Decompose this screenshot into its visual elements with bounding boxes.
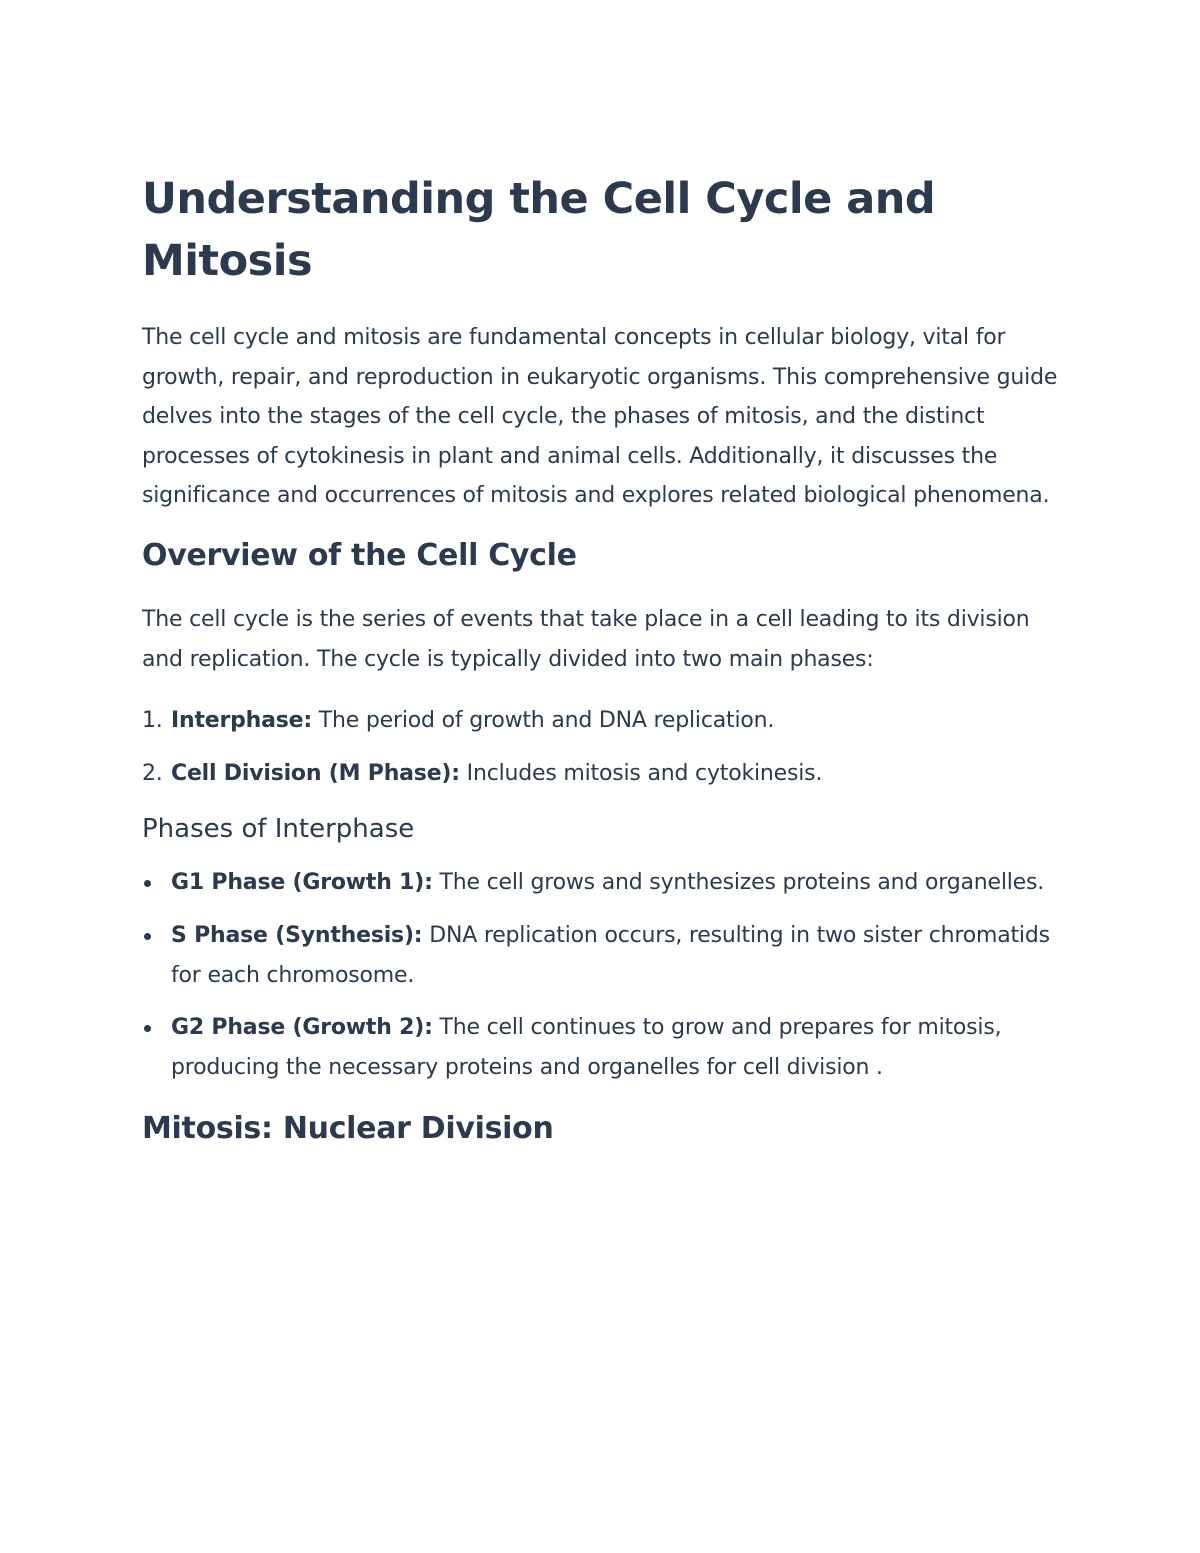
list-item-text: Includes mitosis and cytokinesis. [459, 760, 823, 786]
term-g1-phase: G1 Phase (Growth 1): [171, 870, 433, 896]
list-item-text: DNA replication occurs, resulting in two sister chromatids for each chromosome. [171, 922, 1050, 988]
list-item-text: The cell grows and synthesizes proteins and organelles. [432, 870, 1045, 896]
bullet-icon [144, 933, 151, 940]
bullet-icon [144, 1025, 151, 1032]
term-interphase: Interphase: [171, 708, 313, 734]
list-item [142, 754, 1062, 794]
document-page [142, 168, 1062, 1173]
term-g2-phase: G2 Phase (Growth 2): [171, 1015, 433, 1041]
overview-paragraph: The cell cycle is the series of events that take place in a cell leading to its division and replication. The cycle is typically divided into two main phases: [142, 606, 1030, 672]
list-item [142, 863, 1062, 903]
document-title: Understanding the Cell Cycle and Mitosis [142, 174, 936, 286]
list-item-text: The period of growth and DNA replication. [312, 708, 775, 734]
interphase-heading: Phases of Interphase [142, 814, 415, 845]
mitosis-heading: Mitosis: Nuclear Division [142, 1111, 554, 1147]
term-cell-division: Cell Division (M Phase): [171, 760, 460, 786]
list-item [142, 1008, 1062, 1087]
bullet-icon [144, 880, 151, 887]
list-item-text: The cell continues to grow and prepares for mitosis, producing the necessary proteins and organelles for cell division . [171, 1015, 1002, 1080]
cell-cycle-phases-list [142, 701, 1062, 793]
list-number: 2. [142, 760, 163, 786]
list-item [142, 701, 1062, 741]
interphase-list [142, 863, 1062, 1087]
term-s-phase: S Phase (Synthesis): [171, 922, 423, 948]
list-number: 1. [142, 708, 163, 734]
intro-paragraph: The cell cycle and mitosis are fundamental concepts in cellular biology, vital for growth, repair, and reproduction in eukaryotic organisms. This comprehensive guide delves into the stages of the cell cycle, the phases of mitosis, and the distinct processes of cytokinesis in plant and animal cells. Additionally, it discusses the significance and occurrences of mitosis and explores related biological phenomena. [142, 325, 1058, 509]
overview-heading: Overview of the Cell Cycle [142, 537, 577, 573]
list-item [142, 916, 1062, 995]
